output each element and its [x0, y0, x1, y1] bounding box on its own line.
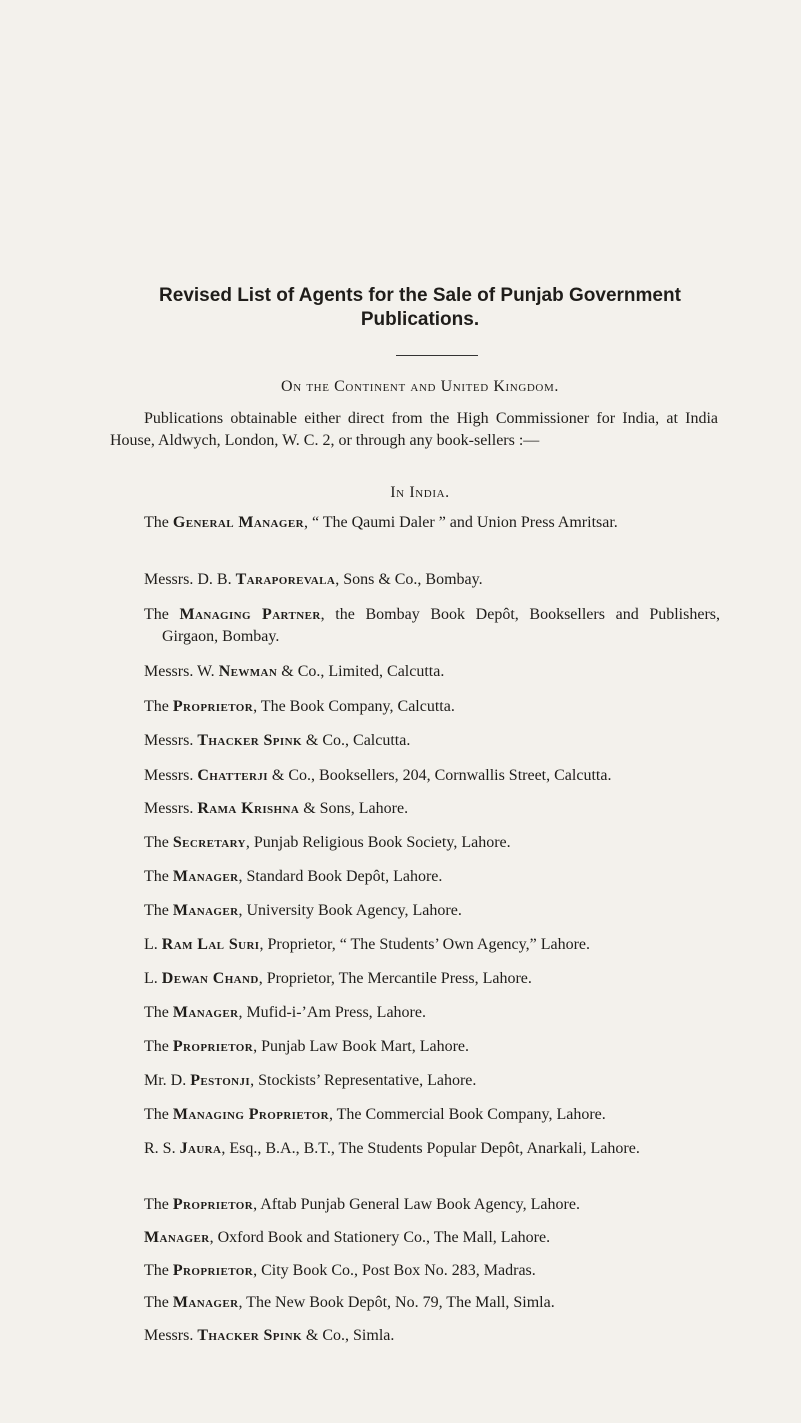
title-divider: [396, 355, 478, 356]
entry-prefix: The: [144, 1004, 173, 1021]
entry-lead: Managing Partner: [179, 606, 321, 623]
entry-lead: Manager: [144, 1229, 210, 1246]
section-heading-india: In India.: [390, 484, 450, 501]
entry-prefix: Messrs.: [144, 767, 198, 784]
entry-lead: Chatterji: [197, 767, 268, 784]
entry-lead: Proprietor: [172, 698, 254, 715]
entry-lead: Ram Lal Suri: [161, 936, 260, 953]
entry-lead: Proprietor: [172, 1196, 254, 1213]
agent-entry: [144, 1260, 720, 1282]
agent-entry: [144, 512, 720, 534]
entry-rest: , Proprietor, The Mercantile Press, Lahore.: [258, 970, 532, 987]
agent-entry: [144, 765, 720, 787]
entry-lead: Secretary: [172, 834, 246, 851]
entry-rest: , Sons & Co., Bombay.: [335, 571, 483, 588]
entry-lead: Manager: [172, 902, 239, 919]
agent-entry: [144, 1292, 720, 1314]
agent-entry: [144, 1325, 720, 1347]
entry-rest: , Stockists’ Representative, Lahore.: [250, 1072, 477, 1089]
entry-rest: , Aftab Punjab General Law Book Agency, Lahore.: [253, 1196, 580, 1213]
entry-prefix: The: [144, 1294, 173, 1311]
entry-lead: Thacker Spink: [197, 732, 302, 749]
entry-prefix: The: [144, 1038, 173, 1055]
entry-rest: & Co., Calcutta.: [301, 732, 411, 749]
entry-lead: Managing Proprietor: [172, 1106, 329, 1123]
entry-prefix: The: [144, 1196, 173, 1213]
entry-lead: Manager: [172, 1294, 239, 1311]
entry-rest: & Co., Limited, Calcutta.: [277, 663, 445, 680]
agent-entry: [144, 604, 720, 648]
entry-rest: , The Commercial Book Company, Lahore.: [328, 1106, 606, 1123]
continent-intro-paragraph: Publications obtainable either direct from the High Commissioner for India, at India House, Aldwych, London, W. C. 2, or through any book-sellers :—: [110, 410, 718, 449]
entry-lead: Manager: [172, 1004, 239, 1021]
agent-entry: [144, 696, 720, 718]
entry-rest: , Punjab Law Book Mart, Lahore.: [253, 1038, 470, 1055]
agent-entry: [144, 968, 720, 990]
entry-lead: Proprietor: [172, 1038, 254, 1055]
document-title-line-2: Publications.: [360, 309, 480, 330]
agent-entry: [144, 1138, 720, 1160]
entry-prefix: The: [144, 834, 173, 851]
entry-lead: Taraporevala: [235, 571, 336, 588]
entry-prefix: L.: [144, 970, 162, 987]
entry-rest: & Co., Simla.: [301, 1327, 395, 1344]
entry-rest: , The New Book Depôt, No. 79, The Mall, Simla.: [238, 1294, 555, 1311]
entry-prefix: L.: [144, 936, 162, 953]
entry-rest: , Proprietor, “ The Students’ Own Agency,” Lahore.: [259, 936, 591, 953]
agent-entry: [144, 934, 720, 956]
document-title-line-1: Revised List of Agents for the Sale of Punjab Government: [159, 285, 681, 306]
entry-prefix: Mr. D.: [144, 1072, 191, 1089]
entry-prefix: Messrs.: [144, 1327, 198, 1344]
agent-entry: [144, 569, 720, 591]
agent-entry: [144, 1194, 720, 1216]
entry-lead: Jaura: [179, 1140, 222, 1157]
agent-entry: [144, 1104, 720, 1126]
entry-prefix: The: [144, 1262, 173, 1279]
agent-entry: [144, 866, 720, 888]
entry-prefix: The: [144, 514, 173, 531]
entry-rest: , Standard Book Depôt, Lahore.: [238, 868, 443, 885]
agent-entry: [144, 1227, 720, 1249]
entry-lead: Newman: [218, 663, 278, 680]
entry-prefix: The: [144, 606, 180, 623]
agent-entry: [144, 798, 720, 820]
entry-rest: , “ The Qaumi Daler ” and Union Press Amritsar.: [303, 514, 618, 531]
entry-prefix: Messrs. W.: [144, 663, 219, 680]
entry-lead: Dewan Chand: [161, 970, 259, 987]
entry-rest: , Oxford Book and Stationery Co., The Mall, Lahore.: [209, 1229, 551, 1246]
entry-lead: General Manager: [172, 514, 304, 531]
entry-prefix: The: [144, 868, 173, 885]
entry-rest: & Sons, Lahore.: [299, 800, 409, 817]
agent-entry: [144, 661, 720, 683]
entry-lead: Pestonji: [190, 1072, 251, 1089]
section-heading-continent: On the Continent and United Kingdom.: [281, 378, 559, 395]
entry-lead: Manager: [172, 868, 239, 885]
entry-prefix: Messrs. D. B.: [144, 571, 236, 588]
agent-entry: [144, 832, 720, 854]
entry-rest: , the Bombay Book Depôt, Booksellers and Publishers, Girgaon, Bombay.: [162, 606, 721, 645]
entry-prefix: R. S.: [144, 1140, 180, 1157]
entry-prefix: Messrs.: [144, 732, 198, 749]
entry-rest: , Mufid-i-’Am Press, Lahore.: [238, 1004, 426, 1021]
agent-entry: [144, 1070, 720, 1092]
entry-rest: & Co., Booksellers, 204, Cornwallis Street, Calcutta.: [267, 767, 612, 784]
agent-entry: [144, 730, 720, 752]
entry-prefix: The: [144, 1106, 173, 1123]
entry-prefix: Messrs.: [144, 800, 198, 817]
entry-prefix: The: [144, 902, 173, 919]
entry-lead: Thacker Spink: [197, 1327, 302, 1344]
agent-entry: [144, 900, 720, 922]
entry-lead: Proprietor: [172, 1262, 254, 1279]
agent-entry: [144, 1036, 720, 1058]
entry-rest: , The Book Company, Calcutta.: [253, 698, 455, 715]
entry-rest: , City Book Co., Post Box No. 283, Madras.: [253, 1262, 536, 1279]
entry-rest: , Esq., B.A., B.T., The Students Popular Depôt, Anarkali, Lahore.: [221, 1140, 640, 1157]
entry-rest: , Punjab Religious Book Society, Lahore.: [245, 834, 511, 851]
entry-rest: , University Book Agency, Lahore.: [238, 902, 462, 919]
entry-prefix: The: [144, 698, 173, 715]
entry-lead: Rama Krishna: [197, 800, 300, 817]
agent-entry: [144, 1002, 720, 1024]
